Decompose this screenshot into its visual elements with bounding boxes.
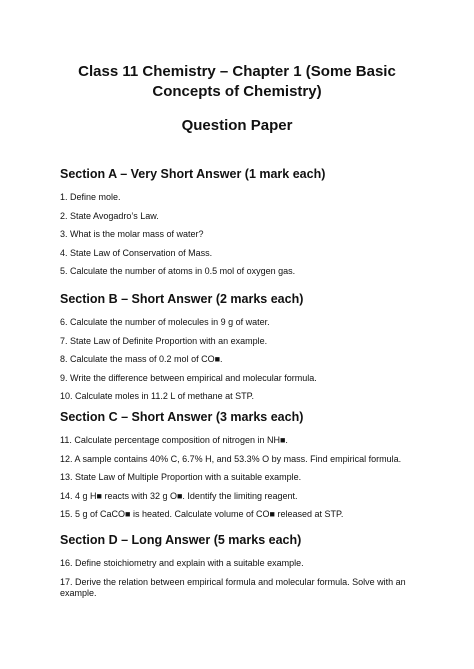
- question-item: 9. Write the difference between empirical and molecular formula.: [60, 372, 317, 383]
- question-item: 8. Calculate the mass of 0.2 mol of CO■.: [60, 354, 223, 364]
- question-list: [60, 558, 424, 599]
- question-item: 16. Define stoichiometry and explain with a suitable example.: [60, 558, 304, 568]
- question-item: 7. State Law of Definite Proportion with an example.: [60, 335, 268, 346]
- question-item: 17. Derive the relation between empirical formula and molecular formula. Solve with an example.: [60, 576, 406, 598]
- question-list: [60, 192, 424, 277]
- question-list: [60, 317, 424, 402]
- question-item: 14. 4 g H■ reacts with 32 g O■. Identify the limiting reagent.: [60, 490, 298, 501]
- question-item: 1. Define mole.: [60, 192, 121, 202]
- section-c: [60, 409, 424, 528]
- question-item: 3. What is the molar mass of water?: [60, 229, 204, 239]
- section-a: [60, 166, 424, 285]
- section-d: [60, 532, 424, 606]
- question-item: 4. State Law of Conservation of Mass.: [60, 247, 213, 258]
- title-line-2: Concepts of Chemistry): [152, 83, 322, 100]
- question-item: 5. Calculate the number of atoms in 0.5 mol of oxygen gas.: [60, 266, 296, 276]
- section-heading: Section D – Long Answer (5 marks each): [60, 533, 302, 547]
- question-item: 11. Calculate percentage composition of nitrogen in NH■.: [60, 435, 288, 445]
- paper-subtitle: Question Paper: [181, 117, 293, 134]
- question-item: 10. Calculate moles in 11.2 L of methane at STP.: [60, 391, 254, 401]
- question-item: 13. State Law of Multiple Proportion with a suitable example.: [60, 472, 302, 482]
- title-line-1: Class 11 Chemistry – Chapter 1 (Some Basic: [78, 63, 396, 80]
- question-item: 12. A sample contains 40% C, 6.7% H, and 53.3% O by mass. Find empirical formula.: [60, 453, 402, 464]
- section-b: [60, 291, 424, 410]
- section-heading: Section A – Very Short Answer (1 mark each): [60, 167, 326, 181]
- section-heading: Section B – Short Answer (2 marks each): [60, 292, 304, 306]
- question-list: [60, 435, 424, 520]
- section-heading: Section C – Short Answer (3 marks each): [60, 410, 304, 424]
- paper-title: [40, 62, 434, 102]
- question-item: 15. 5 g of CaCO■ is heated. Calculate volume of CO■ released at STP.: [60, 509, 344, 519]
- question-item: 2. State Avogadro’s Law.: [60, 210, 159, 221]
- question-item: 6. Calculate the number of molecules in 9 g of water.: [60, 317, 270, 327]
